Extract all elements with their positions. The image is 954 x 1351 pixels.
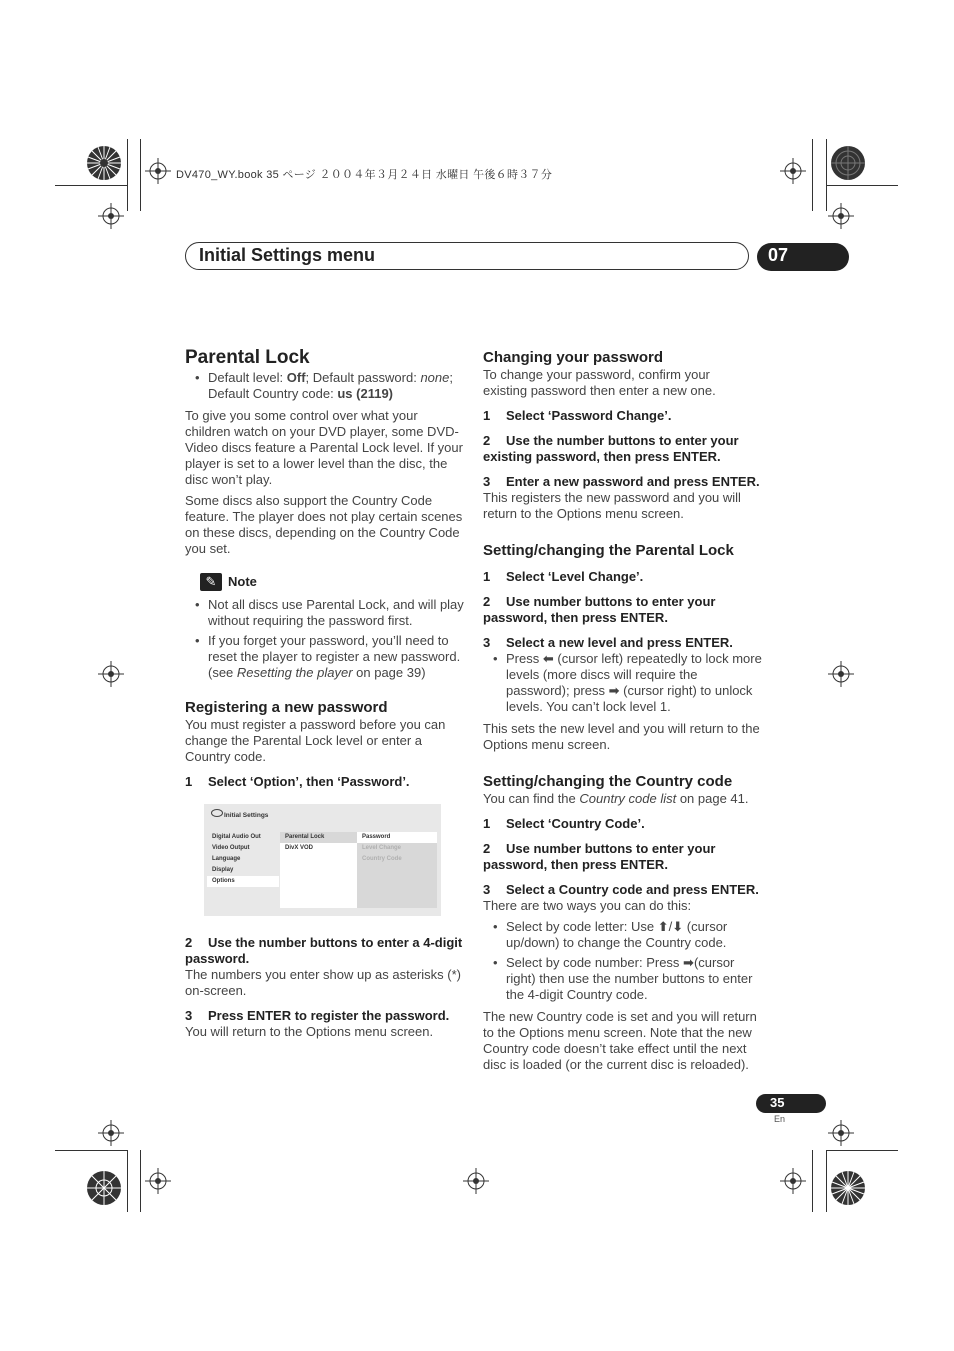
crosshair-icon bbox=[98, 1120, 124, 1146]
crosshair-icon bbox=[145, 158, 171, 184]
menu-item[interactable]: Display bbox=[212, 867, 234, 873]
step bbox=[483, 816, 763, 832]
step bbox=[185, 935, 465, 967]
step-number: 3 bbox=[483, 474, 491, 489]
screen-title bbox=[210, 808, 268, 824]
text: / bbox=[668, 919, 673, 934]
option-item[interactable]: Country Code bbox=[362, 856, 402, 862]
subsection-heading: Setting/changing the Country code bbox=[483, 773, 733, 790]
subsection-heading: Changing your password bbox=[483, 349, 664, 366]
step-text: Use number buttons to enter your password, then press ENTER. bbox=[483, 594, 716, 625]
step-number: 1 bbox=[483, 569, 491, 584]
step bbox=[483, 594, 763, 626]
menu-item[interactable]: Language bbox=[212, 856, 241, 862]
step-text: Select ‘Level Change’. bbox=[506, 569, 644, 584]
crosshair-icon bbox=[463, 1168, 489, 1194]
crosshair-icon bbox=[780, 1168, 806, 1194]
paragraph: There are two ways you can do this: bbox=[483, 898, 692, 913]
step-number: 3 bbox=[483, 635, 491, 650]
submenu-item[interactable]: DivX VOD bbox=[285, 845, 314, 851]
step-text: Press ENTER to register the password. bbox=[208, 1008, 450, 1023]
step-text: Select a new level and press ENTER. bbox=[506, 635, 733, 650]
paragraph: You will return to the Options menu screen. bbox=[185, 1024, 434, 1039]
submenu-item-selected[interactable]: Parental Lock bbox=[280, 832, 357, 843]
crosshair-icon bbox=[145, 1168, 171, 1194]
crosshair-icon bbox=[828, 1120, 854, 1146]
step-number: 2 bbox=[483, 841, 491, 856]
note-item bbox=[185, 633, 465, 681]
step-number: 2 bbox=[185, 935, 193, 950]
text: (cursor right) then use the number buttons to enter the 4-digit Country code. bbox=[506, 955, 753, 1002]
step bbox=[483, 408, 763, 424]
step-text: Use number buttons to enter your password, then press ENTER. bbox=[483, 841, 716, 872]
page-number-badge bbox=[756, 1094, 826, 1113]
paragraph: To give you some control over what your children watch on your DVD player, some DVD-Video discs feature a Parental Lock level. If your player is set to a lower level than the disc, the disc won’t play. bbox=[185, 408, 463, 487]
arrow-up-icon: ⬆ bbox=[657, 919, 669, 934]
text: ; bbox=[449, 370, 453, 385]
menu-item[interactable]: Digital Audio Out bbox=[212, 834, 261, 840]
arrow-down-icon: ⬇ bbox=[672, 919, 684, 934]
registration-sunburst-icon bbox=[84, 143, 124, 183]
language-code: En bbox=[774, 1114, 786, 1124]
note-list bbox=[185, 597, 465, 681]
step bbox=[483, 433, 763, 465]
step-number: 2 bbox=[483, 594, 491, 609]
text: on page 39) bbox=[352, 665, 426, 680]
right-column bbox=[483, 347, 763, 1073]
step bbox=[483, 635, 763, 651]
subsection-heading: Setting/changing the Parental Lock bbox=[483, 542, 734, 559]
chapter-number: 07 bbox=[768, 245, 789, 265]
step-text: Select ‘Option’, then ‘Password’. bbox=[208, 774, 410, 789]
paragraph: The new Country code is set and you will return to the Options menu screen. Note that the new Country code doesn’t take effect until the next disc is loaded (or the current disc is reloaded). bbox=[483, 1009, 757, 1072]
default-level: Off bbox=[286, 370, 306, 385]
text: (cursor left) repeatedly to lock more levels (more discs will require the password); press bbox=[506, 651, 762, 698]
step bbox=[483, 474, 763, 490]
option-item[interactable]: Level Change bbox=[362, 845, 402, 851]
crosshair-icon bbox=[828, 661, 854, 687]
instruction-bullet bbox=[483, 955, 763, 1003]
text: Press bbox=[506, 651, 543, 666]
paragraph bbox=[483, 791, 763, 807]
crosshair-icon bbox=[98, 661, 124, 687]
registration-sunburst-icon bbox=[84, 1168, 124, 1208]
step bbox=[483, 841, 763, 873]
default-password: none bbox=[420, 370, 450, 385]
step-number: 1 bbox=[483, 408, 491, 423]
text: ; Default password: bbox=[305, 370, 421, 385]
page-number: 35 bbox=[770, 1095, 785, 1110]
arrow-right-icon: ➡ bbox=[608, 683, 620, 698]
file-header: DV470_WY.book 35 ページ ２００４年３月２４日 水曜日 午後６時３７分 bbox=[176, 169, 553, 181]
text: Default level: bbox=[208, 370, 287, 385]
step-text: Use the number buttons to enter your existing password, then press ENTER. bbox=[483, 433, 739, 464]
text: (cursor up/down) to change the Country code. bbox=[506, 919, 728, 950]
defaults-bullet bbox=[185, 370, 465, 402]
step-text: Select ‘Country Code’. bbox=[506, 816, 645, 831]
paragraph: You must register a password before you can change the Parental Lock level or enter a Country code. bbox=[185, 717, 446, 764]
text: Default Country code: bbox=[208, 386, 338, 401]
step-text: Enter a new password and press ENTER. bbox=[506, 474, 760, 489]
step-number: 1 bbox=[483, 816, 491, 831]
menu-item-selected[interactable]: Options bbox=[207, 876, 279, 887]
text: Select by code letter: Use bbox=[506, 919, 658, 934]
step-text: Select ‘Password Change’. bbox=[506, 408, 672, 423]
menu-panel bbox=[207, 832, 279, 906]
default-country-code: us (2119) bbox=[337, 386, 394, 401]
page-reference: Country code list bbox=[579, 791, 677, 806]
initial-settings-screen bbox=[204, 804, 441, 916]
menu-item[interactable]: Video Output bbox=[212, 845, 250, 851]
paragraph: Some discs also support the Country Code feature. The player does not play certain scenes on these discs, depending on the Country Code you set. bbox=[185, 493, 463, 556]
crosshair-icon bbox=[98, 203, 124, 229]
option-item-selected[interactable]: Password bbox=[357, 832, 437, 843]
registration-sunburst-icon bbox=[828, 1168, 868, 1208]
screen-title-text: Initial Settings bbox=[224, 812, 269, 819]
arrow-left-icon: ⬅ bbox=[542, 651, 554, 666]
text: Select by code number: Press bbox=[506, 955, 684, 970]
page-reference: Resetting the player bbox=[236, 665, 353, 680]
step-text: Use the number buttons to enter a 4-digit password. bbox=[185, 935, 463, 966]
paragraph: This sets the new level and you will return to the Options menu screen. bbox=[483, 721, 760, 752]
left-column bbox=[185, 347, 465, 1040]
step-number: 2 bbox=[483, 433, 491, 448]
crosshair-icon bbox=[780, 158, 806, 184]
submenu-panel bbox=[280, 832, 357, 908]
text: on page 41. bbox=[676, 791, 749, 806]
step-number: 3 bbox=[483, 882, 491, 897]
crosshair-icon bbox=[828, 203, 854, 229]
step-number: 1 bbox=[185, 774, 193, 789]
paragraph: To change your password, confirm your existing password then enter a new one. bbox=[483, 367, 716, 398]
step bbox=[185, 1008, 465, 1024]
step bbox=[185, 774, 465, 790]
section-title: Parental Lock bbox=[185, 347, 310, 368]
text: (cursor right) to unlock levels. You can’t lock level 1. bbox=[506, 683, 753, 714]
note-item: • Not all discs use Parental Lock, and will play without requiring the password first. bbox=[185, 597, 465, 629]
step-text: Select a Country code and press ENTER. bbox=[506, 882, 759, 897]
arrow-right-icon: ➡ bbox=[683, 955, 694, 970]
paragraph: This registers the new password and you will return to the Options menu screen. bbox=[483, 490, 741, 521]
instruction-bullet bbox=[483, 651, 763, 715]
pencil-icon: ✎ bbox=[200, 573, 222, 591]
step bbox=[483, 882, 763, 898]
text: You can find the bbox=[483, 791, 580, 806]
registration-target-icon bbox=[828, 143, 868, 183]
step bbox=[483, 569, 763, 585]
note-label: Note bbox=[228, 574, 257, 589]
options-panel bbox=[357, 832, 437, 908]
page-title: Initial Settings menu bbox=[199, 245, 376, 265]
instruction-bullet bbox=[483, 919, 763, 951]
paragraph: The numbers you enter show up as asterisks (*) on-screen. bbox=[185, 967, 462, 998]
note-header bbox=[200, 573, 465, 591]
text: If you forget your password, you’ll need to reset the player to register a new password. (see bbox=[208, 633, 461, 680]
subsection-heading: Registering a new password bbox=[185, 699, 388, 716]
step-number: 3 bbox=[185, 1008, 193, 1023]
